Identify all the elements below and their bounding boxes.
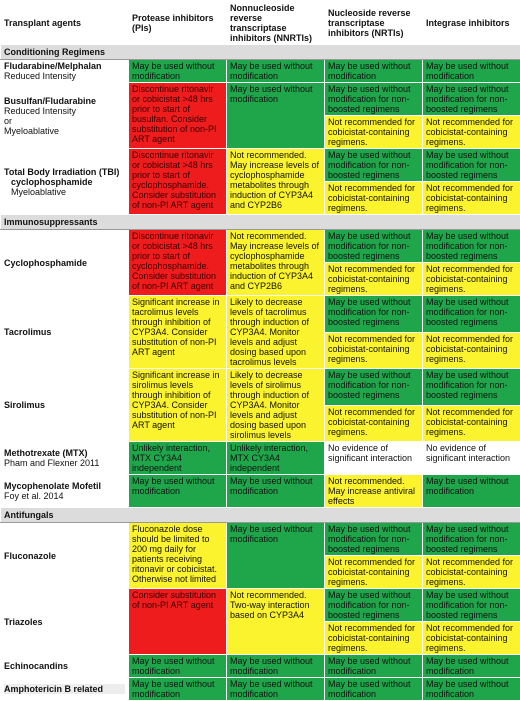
table-body xyxy=(1,45,520,701)
table-row xyxy=(1,230,520,263)
agent-cell-mycophenolate-mofetil xyxy=(1,475,129,508)
agent-cell-amphotericin-b-related xyxy=(1,678,129,701)
agent-cell-tacrolimus xyxy=(1,296,129,369)
section-row-antifungals xyxy=(1,508,520,523)
agent-subtitle: Reduced Intensity xyxy=(4,106,125,116)
table-row xyxy=(1,678,520,701)
agent-cell-cyclophosphamide xyxy=(1,230,129,296)
integrase-cell: Not recommended for cobicistat-containing regimens. xyxy=(423,332,520,369)
header-nrtis: Nucleoside reverse transcriptase inhibitors (NRTIs) xyxy=(325,1,423,45)
pi-cell: Fluconazole dose should be limited to 200 mg daily for patients receiving ritonavir or cobicistat. Otherwise not limited xyxy=(129,523,227,589)
agent-cell-methotrexate-mtx xyxy=(1,442,129,475)
pi-cell: Consider substitution of non-PI ART agent xyxy=(129,589,227,655)
agent-name: Triazoles xyxy=(4,617,125,627)
section-title: Antifungals xyxy=(1,508,520,523)
integrase-cell: Not recommended for cobicistat-containing regimens. xyxy=(423,116,520,149)
agent-name: Fluconazole xyxy=(4,551,125,561)
agent-subtitle: Pham and Flexner 2011 xyxy=(4,458,125,468)
nnrti-cell: Not recommended. Two-way interaction based on CYP3A4 xyxy=(227,589,325,655)
nnrti-cell: Likely to decrease levels of tacrolimus through induction of CYP3A4. Monitor levels and adjust dosing based upon tacrolimus levels xyxy=(227,296,325,369)
section-row-conditioning-regimens xyxy=(1,45,520,60)
integrase-cell: Not recommended for cobicistat-containing regimens. xyxy=(423,405,520,442)
table-row xyxy=(1,60,520,83)
nrti-cell: Not recommended for cobicistat-containing regimens. xyxy=(325,556,423,589)
nrti-cell: May be used without modification for non-boosted regimens xyxy=(325,589,423,622)
nnrti-cell: Unlikely interaction, MTX CY3A4 independent xyxy=(227,442,325,475)
section-title: Immunosuppressants xyxy=(1,215,520,230)
nnrti-cell: May be used without modification xyxy=(227,475,325,508)
nrti-cell: May be used without modification xyxy=(325,60,423,83)
nrti-cell: May be used without modification xyxy=(325,655,423,678)
nrti-cell: May be used without modification for non-boosted regimens xyxy=(325,369,423,406)
agent-name: Total Body Irradiation (TBI) xyxy=(4,167,125,177)
agent-name: Echinocandins xyxy=(4,661,125,671)
nnrti-cell: May be used without modification xyxy=(227,523,325,589)
agent-cell-total-body-irradiation-tbi xyxy=(1,149,129,215)
nrti-cell: May be used without modification for non-boosted regimens xyxy=(325,523,423,556)
nrti-cell: Not recommended for cobicistat-containing regimens. xyxy=(325,622,423,655)
table-row xyxy=(1,369,520,406)
table-row xyxy=(1,655,520,678)
agent-name-continued: cyclophosphamide xyxy=(4,177,125,187)
nrti-cell: Not recommended for cobicistat-containing regimens. xyxy=(325,263,423,296)
agent-subtitle: Myeloablative xyxy=(4,126,125,136)
pi-cell: May be used without modification xyxy=(129,475,227,508)
agent-cell-fluconazole xyxy=(1,523,129,589)
nrti-cell: Not recommended for cobicistat-containing regimens. xyxy=(325,405,423,442)
nrti-cell: May be used without modification for non-boosted regimens xyxy=(325,83,423,116)
agent-subtitle: or xyxy=(4,116,125,126)
integrase-cell: May be used without modification for non-boosted regimens xyxy=(423,149,520,182)
pi-cell: May be used without modification xyxy=(129,655,227,678)
agent-cell-fludarabine-melphalan xyxy=(1,60,129,83)
pi-cell: May be used without modification xyxy=(129,60,227,83)
nnrti-cell: May be used without modification xyxy=(227,60,325,83)
header-protease-inhibitors: Protease inhibitors (PIs) xyxy=(129,1,227,45)
pi-cell: Unlikely interaction, MTX CY3A4 independent xyxy=(129,442,227,475)
nrti-cell: Not recommended. May increase antiviral effects xyxy=(325,475,423,508)
integrase-cell: No evidence of significant interaction xyxy=(423,442,520,475)
agent-subtitle: Myeloablative xyxy=(4,187,125,197)
nnrti-cell: May be used without modification xyxy=(227,678,325,701)
table-row xyxy=(1,475,520,508)
table-row xyxy=(1,149,520,182)
integrase-cell: May be used without modification xyxy=(423,60,520,83)
agent-name: Cyclophosphamide xyxy=(4,258,125,268)
table-row xyxy=(1,296,520,333)
agent-name: Sirolimus xyxy=(4,400,125,410)
agent-name: Mycophenolate Mofetil xyxy=(4,481,125,491)
integrase-cell: May be used without modification for non-boosted regimens xyxy=(423,369,520,406)
agent-name: Methotrexate (MTX) xyxy=(4,448,125,458)
integrase-cell: May be used without modification xyxy=(423,475,520,508)
nrti-cell: May be used without modification xyxy=(325,678,423,701)
agent-name: Busulfan/Fludarabine xyxy=(4,96,125,106)
agent-name: Tacrolimus xyxy=(4,327,125,337)
nrti-cell: Not recommended for cobicistat-containing regimens. xyxy=(325,182,423,215)
nrti-cell: May be used without modification for non-boosted regimens xyxy=(325,149,423,182)
nnrti-cell: Not recommended. May increase levels of cyclophosphamide metabolites through induction of CYP3A4 and CYP2B6 xyxy=(227,230,325,296)
header-transplant-agents: Transplant agents xyxy=(1,1,129,45)
nnrti-cell: May be used without modification xyxy=(227,655,325,678)
table-row xyxy=(1,442,520,475)
table-row xyxy=(1,83,520,116)
integrase-cell: Not recommended for cobicistat-containing regimens. xyxy=(423,556,520,589)
agent-subtitle: Foy et al. 2014 xyxy=(4,491,125,501)
integrase-cell: Not recommended for cobicistat-containing regimens. xyxy=(423,182,520,215)
nrti-cell: May be used without modification for non-boosted regimens xyxy=(325,296,423,333)
header-nnrtis: Nonnucleoside reverse transcriptase inhibitors (NNRTIs) xyxy=(227,1,325,45)
integrase-cell: May be used without modification xyxy=(423,655,520,678)
nnrti-cell: Not recommended. May increase levels of cyclophosphamide metabolites through induction of CYP3A4 and CYP2B6 xyxy=(227,149,325,215)
pi-cell: Significant increase in sirolimus levels through inhibition of CYP3A4. Consider substitution of non-PI ART agent xyxy=(129,369,227,442)
pi-cell: Discontinue ritonavir or cobicistat >48 hrs prior to start of cyclophosphamide. Consider substitution of non-PI ART agent xyxy=(129,149,227,215)
section-row-immunosuppressants xyxy=(1,215,520,230)
integrase-cell: May be used without modification for non-boosted regimens xyxy=(423,296,520,333)
agent-name: Amphotericin B related xyxy=(4,684,125,694)
nrti-cell: No evidence of significant interaction xyxy=(325,442,423,475)
integrase-cell: May be used without modification for non-boosted regimens xyxy=(423,230,520,263)
pi-cell: Significant increase in tacrolimus levels through inhibition of CYP3A4. Consider substitution of non-PI ART agent xyxy=(129,296,227,369)
integrase-cell: May be used without modification for non-boosted regimens xyxy=(423,83,520,116)
nnrti-cell: Likely to decrease levels of sirolimus through induction of CYP3A4. Monitor levels and adjust dosing based upon sirolimus levels xyxy=(227,369,325,442)
section-title: Conditioning Regimens xyxy=(1,45,520,60)
agent-cell-echinocandins xyxy=(1,655,129,678)
nrti-cell: Not recommended for cobicistat-containing regimens. xyxy=(325,332,423,369)
agent-cell-sirolimus xyxy=(1,369,129,442)
pi-cell: May be used without modification xyxy=(129,678,227,701)
integrase-cell: Not recommended for cobicistat-containing regimens. xyxy=(423,263,520,296)
integrase-cell: Not recommended for cobicistat-containing regimens. xyxy=(423,622,520,655)
pi-cell: Discontinue ritonavir or cobicistat >48 hrs prior to start of busulfan. Consider substitution of non-PI ART agent xyxy=(129,83,227,149)
agent-name: Fludarabine/Melphalan xyxy=(4,61,125,71)
nrti-cell: May be used without modification for non-boosted regimens xyxy=(325,230,423,263)
integrase-cell: May be used without modification xyxy=(423,678,520,701)
agent-cell-triazoles xyxy=(1,589,129,655)
header-row xyxy=(1,1,520,45)
agent-cell-busulfan-fludarabine xyxy=(1,83,129,149)
header-integrase-inhibitors: Integrase inhibitors xyxy=(423,1,520,45)
integrase-cell: May be used without modification for non-boosted regimens xyxy=(423,523,520,556)
agent-subtitle: Reduced Intensity xyxy=(4,71,125,81)
nnrti-cell: May be used without modification xyxy=(227,83,325,149)
nrti-cell: Not recommended for cobicistat-containing regimens. xyxy=(325,116,423,149)
table-row xyxy=(1,523,520,556)
table-row xyxy=(1,589,520,622)
pi-cell: Discontinue ritonavir or cobicistat >48 hrs prior to start of cyclophosphamide. Consider substitution of non-PI ART agent xyxy=(129,230,227,296)
integrase-cell: May be used without modification for non-boosted regimens xyxy=(423,589,520,622)
